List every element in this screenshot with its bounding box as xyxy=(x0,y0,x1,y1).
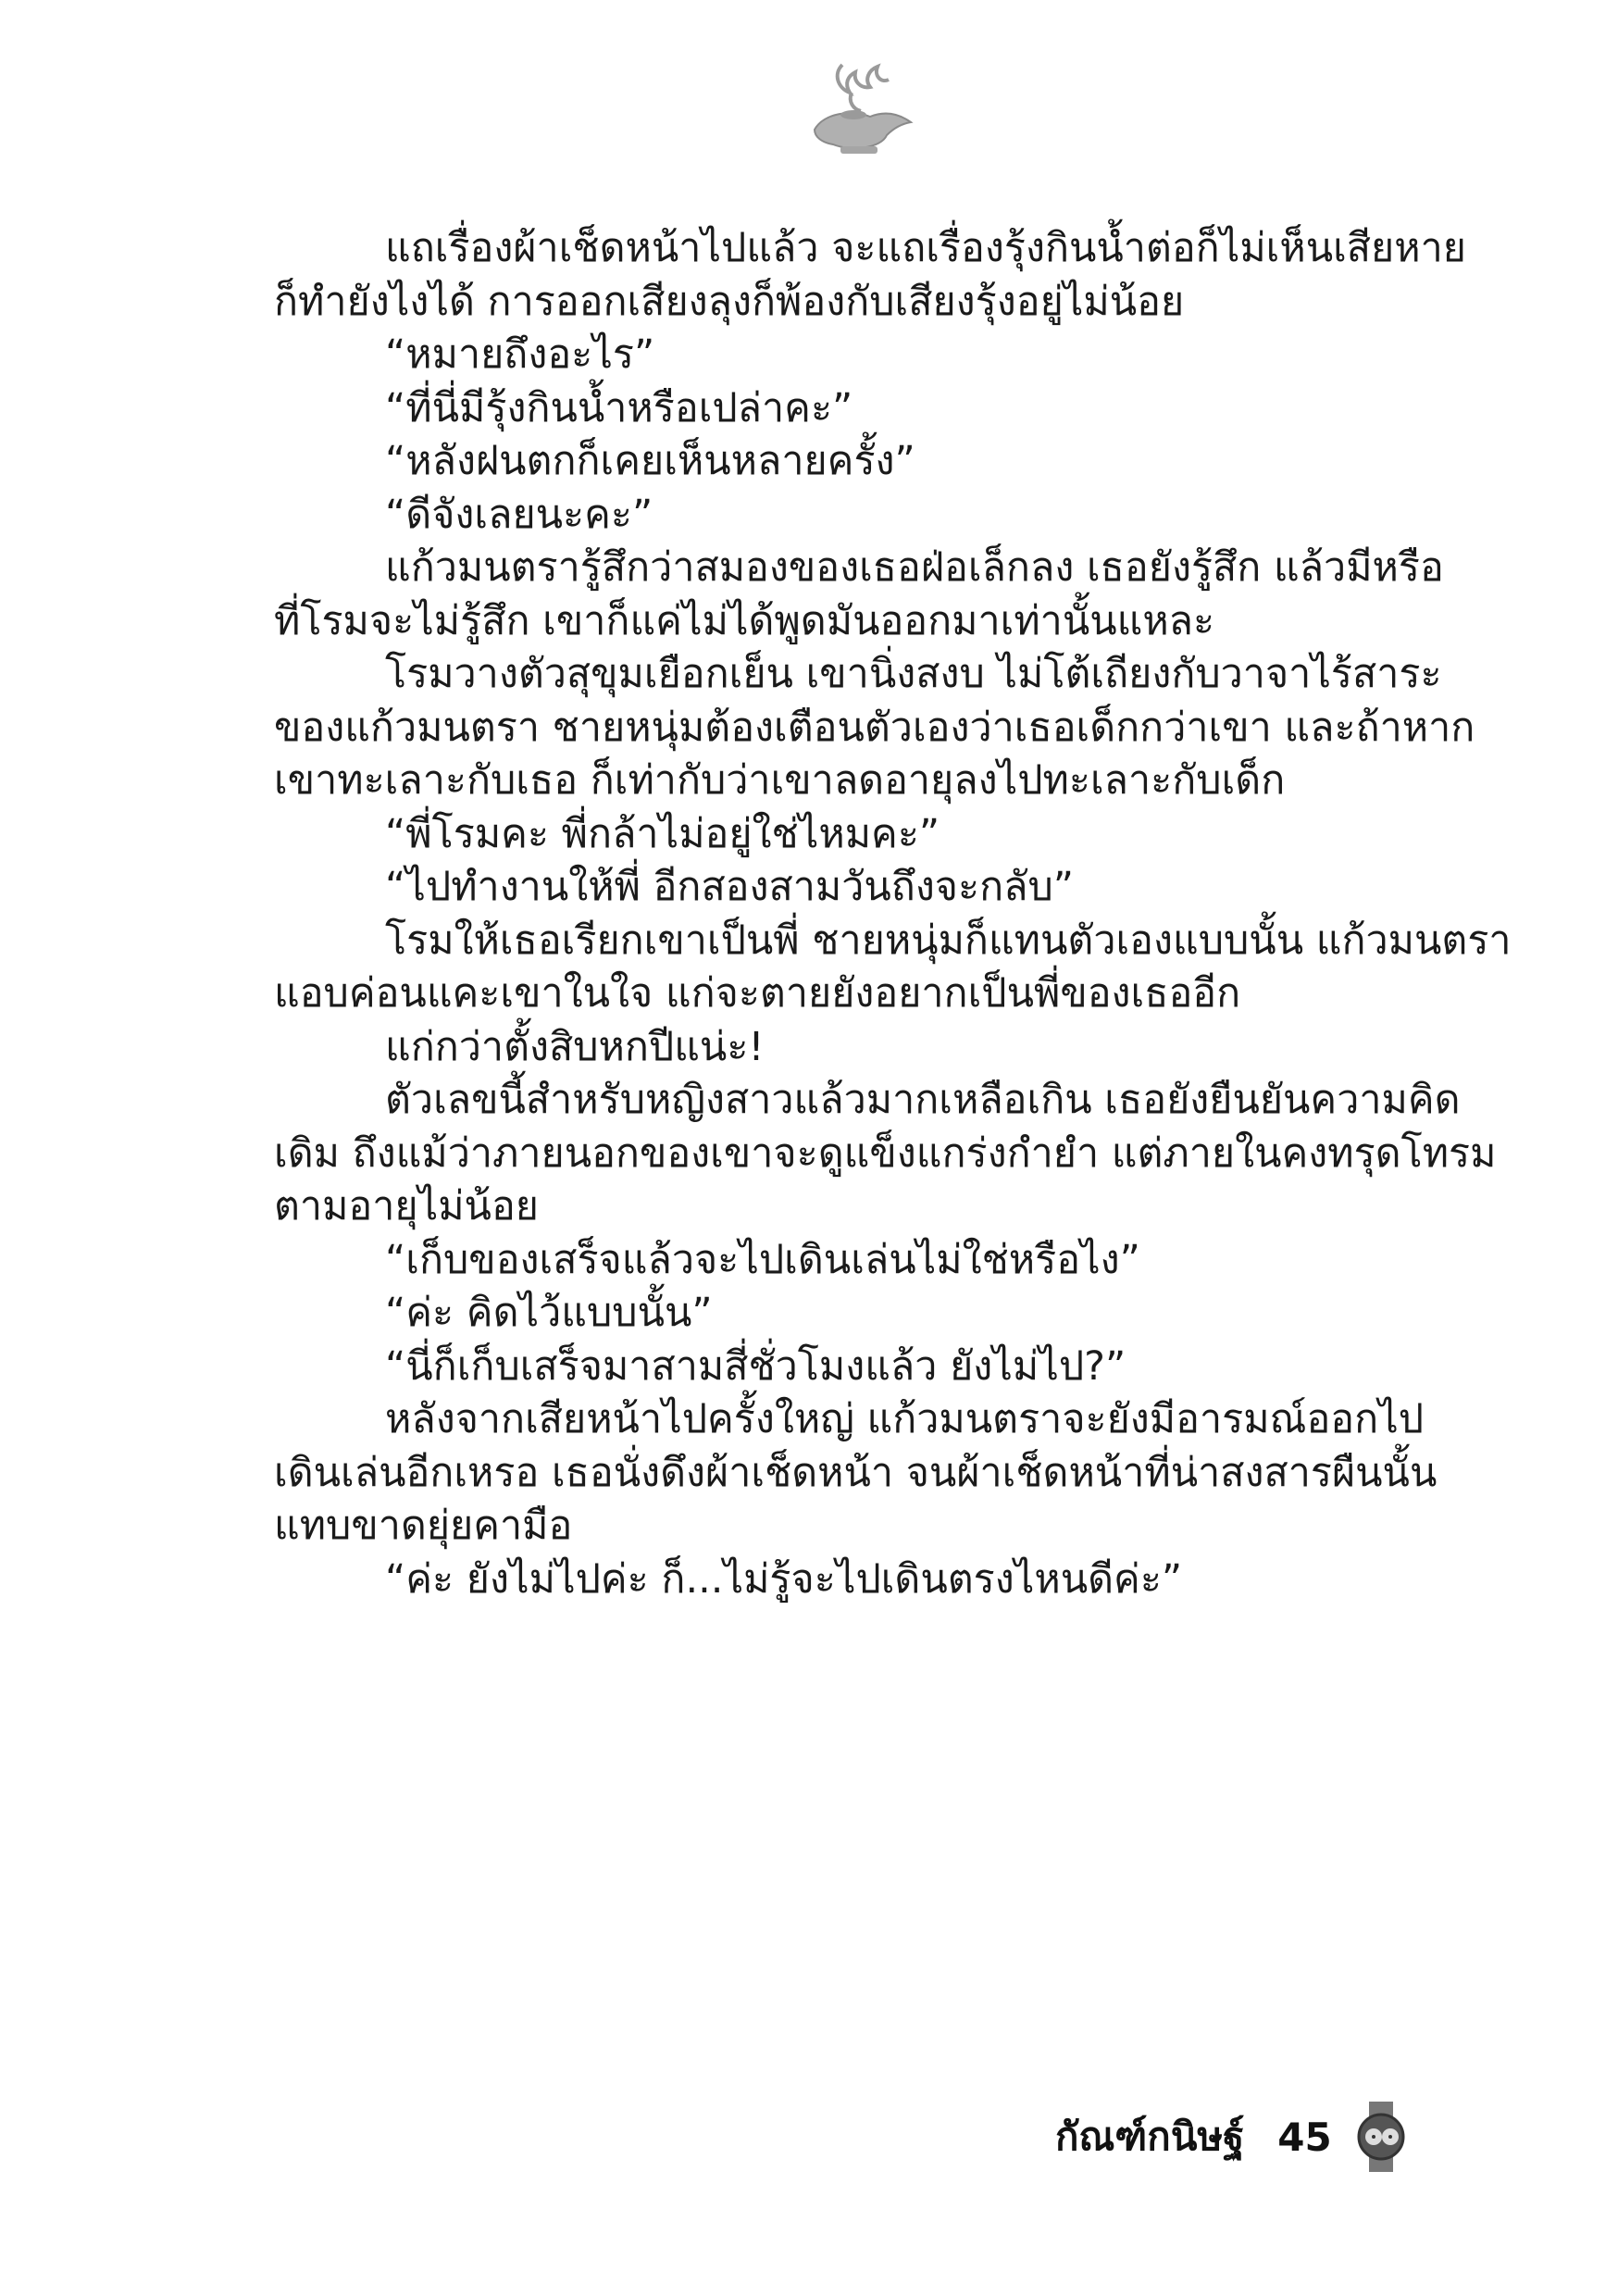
paragraph xyxy=(274,808,1468,862)
text-line: “พี่โรมคะ พี่กล้าไม่อยู่ใช่ไหมคะ” xyxy=(385,810,940,857)
text-line: โรมให้เธอเรียกเขาเป็นพี่ ชายหนุ่มก็แทนตัวเองแบบนั้น แก้วมนตรา xyxy=(385,917,1512,964)
text-line: เดิม ถึงแม้ว่าภายนอกของเขาจะดูแข็งแกร่งกำยำ แต่ภายในคงทรุดโทรม xyxy=(274,1129,1497,1177)
paragraph xyxy=(274,542,1468,648)
text-line: แอบค่อนแคะเขาในใจ แก่จะตายยังอยากเป็นพี่ของเธออีก xyxy=(274,970,1241,1017)
paragraph xyxy=(274,435,1468,489)
paragraph xyxy=(274,489,1468,543)
genie-lamp-ornament-icon xyxy=(796,56,926,167)
text-line: “ที่นี่มีรุ้งกินน้ำหรือเปล่าคะ” xyxy=(385,384,853,431)
paragraph xyxy=(274,1554,1468,1607)
text-line: ก็ทำยังไงได้ การออกเสียงลุงก็พ้องกับเสียงรุ้งอยู่ไม่น้อย xyxy=(274,278,1185,325)
paragraph xyxy=(274,382,1468,436)
text-line: “หลังฝนตกก็เคยเห็นหลายครั้ง” xyxy=(385,438,915,484)
text-line: แถเรื่องผ้าเช็ดหน้าไปแล้ว จะแถเรื่องรุ้งกินน้ำต่อก็ไม่เห็นเสียหาย xyxy=(385,225,1466,271)
text-line: “ค่ะ คิดไว้แบบนั้น” xyxy=(385,1290,713,1336)
text-line: “ค่ะ ยังไม่ไปค่ะ ก็...ไม่รู้จะไปเดินตรงไหนดีค่ะ” xyxy=(385,1555,1183,1603)
page-number: 45 xyxy=(1277,2114,1332,2160)
paragraph xyxy=(274,1393,1468,1554)
paragraph xyxy=(274,222,1468,329)
text-line: ที่โรมจะไม่รู้สึก เขาก็แค่ไม่ได้พูดมันออกมาเท่านั้นแหละ xyxy=(274,597,1215,644)
paragraph xyxy=(274,1074,1497,1234)
text-line: โรมวางตัวสุขุมเยือกเย็น เขานิ่งสงบ ไม่โต้เถียงกับวาจาไร้สาระ xyxy=(385,651,1442,697)
text-line: “ไปทำงานให้พี่ อีกสองสามวันถึงจะกลับ” xyxy=(385,864,1075,910)
text-line: ตามอายุไม่น้อย xyxy=(274,1183,539,1229)
text-line: “เก็บของเสร็จแล้วจะไปเดินเล่นไม่ใช่หรือไง” xyxy=(385,1236,1140,1283)
text-line: “หมายถึงอะไร” xyxy=(385,331,655,378)
book-title: กัณฑ์กนิษฐ์ xyxy=(1055,2114,1245,2159)
paragraph xyxy=(274,861,1468,915)
text-line: แก้วมนตรารู้สึกว่าสมองของเธอฝ่อเล็กลง เธอยังรู้สึก แล้วมีหรือ xyxy=(385,544,1444,591)
text-line: หลังจากเสียหน้าไปครั้งใหญ่ แก้วมนตราจะยังมีอารมณ์ออกไป xyxy=(385,1396,1425,1442)
text-line: เขาทะเลาะกับเธอ ก็เท่ากับว่าเขาลดอายุลงไปทะเลาะกับเด็ก xyxy=(274,757,1286,804)
text-line: แทบขาดยุ่ยคามือ xyxy=(274,1503,573,1549)
text-line: แก่กว่าตั้งสิบหกปีแน่ะ! xyxy=(385,1023,765,1070)
paragraph xyxy=(274,1234,1468,1288)
paragraph xyxy=(274,1021,1468,1075)
text-line: “ดีจังเลยนะคะ” xyxy=(385,491,653,538)
paragraph xyxy=(274,1287,1468,1341)
text-line: ตัวเลขนี้สำหรับหญิงสาวแล้วมากเหลือเกิน เธอยังยืนยันความคิด xyxy=(385,1077,1461,1123)
text-line: “นี่ก็เก็บเสร็จมาสามสี่ชั่วโมงแล้ว ยังไม่ไป?” xyxy=(385,1342,1126,1390)
watch-ornament-icon xyxy=(1349,2100,1413,2174)
page-footer xyxy=(1055,2100,1413,2174)
story-text xyxy=(274,222,1512,1606)
paragraph xyxy=(274,1341,1468,1394)
paragraph xyxy=(274,648,1475,808)
text-line: ของแก้วมนตรา ชายหนุ่มต้องเตือนตัวเองว่าเธอเด็กกว่าเขา และถ้าหาก xyxy=(274,704,1475,751)
paragraph xyxy=(274,915,1512,1021)
text-line: เดินเล่นอีกเหรอ เธอนั่งดึงผ้าเช็ดหน้า จนผ้าเช็ดหน้าที่น่าสงสารผืนนั้น xyxy=(274,1449,1438,1496)
paragraph xyxy=(274,329,1468,382)
